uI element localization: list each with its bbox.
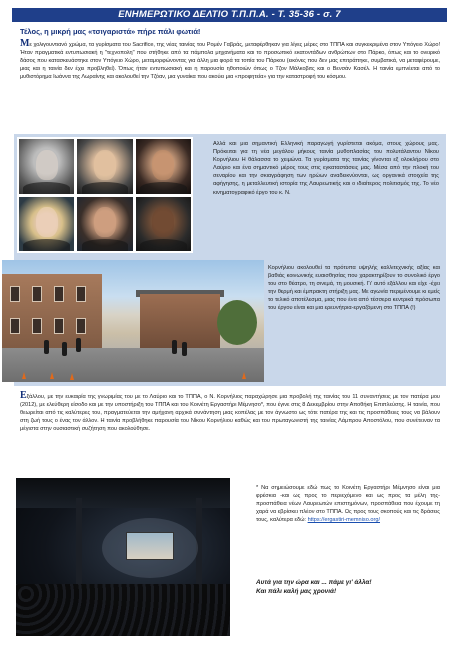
closing-line-2: Και πάλι καλή μας χρονιά!	[256, 588, 337, 595]
paragraph-sacrifice	[20, 40, 440, 81]
cast-portrait-1	[19, 139, 74, 194]
cast-portrait-4	[19, 197, 74, 252]
dropcap-m: Μ	[20, 38, 30, 49]
footnote-memniso	[256, 484, 440, 524]
newsletter-header: ΕΝΗΜΕΡΩΤΙΚΟ ΔΕΛΤΙΟ Τ.Π.Π.Α. - Τ. 35-36 - σ. 7	[12, 8, 447, 22]
film-set-street-photo	[2, 260, 264, 382]
cast-portrait-6	[136, 197, 191, 252]
paragraph-screening-text: ξάλλου, με την ευκαιρία της γνωριμίας του με το Λαύριο και το ΤΠΠΑ, ο Ν. Κορνήλιος παραχώρησε μια προβολή της ταινίας του 11 συναντήσεις με τον πατέρα μου (2012), με ελεύθερη είσοδο και με την υποστήριξη του ΤΠΠΑ και του Κοινέτη Εργαστήρι Μέμνησο*, που έγινε στις 8 Δεκεμβρίου στην Αποθήκη Επιπλεύσης. Η ταινία, που θεωρείται από τις καλύτερες του, πραγματεύεται την αμήχανη αρχικά συνάντηση μιας κοπέλας με τον άγνωστο ως τότε πατέρα της και τις προσπάθειες τους να βάλουν στη ζωή τους ο ένας τον άλλον. Η ταινία προβλήθηκε παρουσία του Νίκου Κορνήλιου καθώς και του πρωταγωνιστή της ταινίας Λάμπρου Αποστόλου, που συνέτειναν τα μέγιστα στην ουσιαστική συζήτηση που ακολούθησε.	[20, 394, 440, 433]
cast-portrait-3	[136, 139, 191, 194]
memniso-link[interactable]: https://ergastiri-memniso.org/	[307, 517, 380, 524]
cast-portraits-grid	[17, 137, 193, 253]
closing-line-1: Αυτά για την ώρα και ... πάμε γι' άλλα!	[256, 579, 372, 586]
cast-portrait-2	[77, 139, 132, 194]
dropcap-e: Ε	[20, 390, 27, 401]
article-title: Τέλος, η μικρή μας «τσιγαριστά» πήρε πάλι φωτιά!	[20, 27, 201, 36]
screening-photo	[16, 478, 230, 636]
footnote-text: * Να σημειώσουμε εδώ πως το Κοινέτη Εργαστήρι Μέμνησο είναι μια φρέσκια -και ως προς το περιεχόμενο και ως προς τα μέλη της- προσπάθεια νέων Λαυρεωτών επιστημόνων, προσπάθεια που έχουμε τη χαρά να εβρίσκει πλέον στο ΤΠΠΑ. Ως προς τους σκοπούς και τις δράσεις τους, καλύτερα εδώ:	[256, 485, 440, 524]
paragraph-screening	[20, 392, 440, 433]
closing-remarks	[256, 578, 440, 596]
paragraph-sacrifice-text: ε χολιγουντιανό χρώμα, τα γυρίσματα του Sacrifice, της νέας ταινίας του Ρομέν Γαβράς, μεταφέρθηκαν για λίγες μέρες στο ΤΠΠΑ και συγκεκριμένα στον Υπόγειο Χώρο! Ήταν πραγματικά εντυπωσιακή η "τεχνοπολη" που στήθηκε από τα πάμπολα μηχανήματα και το προσωπικό εκατοντάδων ανθρώπων στο Πάρκο, όπως και το ονειρικό δάσος που κατασκευάστηκε στον Υπόγειο Χώρο, μεταμορφώνοντας για άλλη μια φορά τα τοπία του Πάρκου (εικόνες που δεν μας επιτράπηκε, συμβατικά, να μεταφέρουμε, μιας και η ταινία δεν έχει προβληθεί). Όπως ήταν εντυπωσιακή και η παρουσία ηθοποιών όπως ο Τζον Μάλκοβιτς και ο Βενσάν Κασέλ. Η ταινία εμπνέεται από το μυθιστόρημα Ιωάννα της Λωραίνης και ακολουθεί την Τζόαν, μια γυναίκα που ακούει μια «προφητεία» για την καταστροφή του κόσμου.	[20, 42, 440, 81]
cast-portrait-5	[77, 197, 132, 252]
paragraph-kornilios: Κορνήλιου ακολουθεί τα πρότυπα υψηλής καλλιτεχνικής αξίας και βαθιάς κοινωνικής ευαισθησίας που χαρακτηρίζουν το συνολικό έργο του στο θέατρο, τη σινεμά, τη μουσική. Γι' αυτό εξάλλου και είχε -έχει την θερμή και έμπρακτη στήριξη μας. Με αγωνία περιμένουμε κι εμείς το τελικό αποτέλεσμα, μιας που ένα από τέσσερα κεντρικά πρόσωπα του έργου είναι και μια ερευνήτρια-εργαζόμενη στο ΤΠΠΑ (!)	[268, 265, 440, 312]
paragraph-greek-production: Αλλά και μια σημαντική Ελληνική παραγωγή γυρίστεται ακόμα, στους χώρους μας. Πρόκειται για τη νέα μεγάλου μήκους ταινία μυθοπλασίας του πολυτάλαντου Νίκου Κορνήλιου Η θάλασσα το χειμώνα. Τα γυρίσματα της ταινίας γίνονται εξ ολοκλήρου στο Λαύριο και ένα σημαντικό μέρος τους στις εγκαταστάσεις μας. Μέσα από την πλοκή του σεναρίου και την σκιαγράφηση των ηρώων αναδεικνύονται, ως οργανικά στοιχεία της αφήγησης, η μεταλλευτική ιστορία της Λαυρεωτικής και ο ιδιαίτερος πολιτισμός της. Το νέο κινηματογραφικό έργο του κ. Ν.	[213, 141, 439, 196]
